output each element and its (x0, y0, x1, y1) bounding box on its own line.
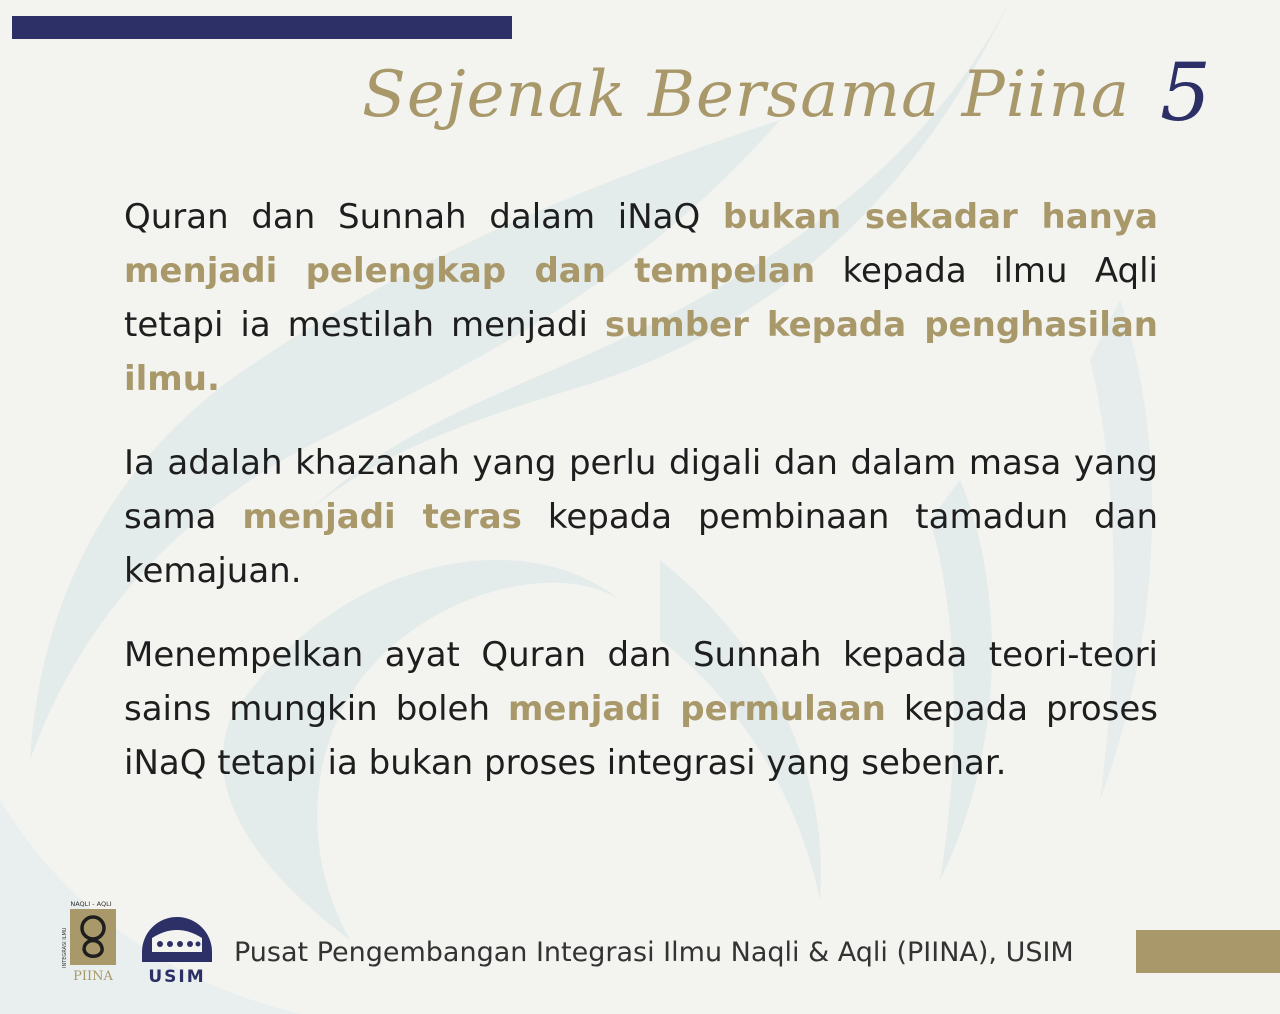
header-title: Sejenak Bersama Piina (362, 58, 1130, 132)
text-segment: kepada pembinaan tamadun dan kemajuan. (124, 497, 1158, 591)
footer-organization-text: Pusat Pengembangan Integrasi Ilmu Naqli & Aqli (PIINA), USIM (234, 937, 1074, 968)
highlight-segment: bukan sekadar hanya menjadi pelengkap dan tempelan (124, 197, 1158, 291)
text-segment: kepada ilmu Aqli tetapi ia mestilah menjadi (124, 251, 1158, 345)
svg-text:INTEGRASI ILMU: INTEGRASI ILMU (62, 927, 68, 968)
text-segment: Quran dan Sunnah dalam iNaQ (124, 197, 723, 237)
text-segment: Ia adalah khazanah yang perlu digali dan dalam masa yang sama (124, 443, 1158, 537)
footer-accent-bar (1136, 930, 1280, 973)
svg-text:PIINA: PIINA (73, 969, 113, 984)
usim-logo (138, 900, 216, 986)
text-segment: kepada proses iNaQ tetapi ia bukan proses integrasi yang sebenar. (124, 689, 1158, 783)
svg-text:USIM: USIM (148, 967, 206, 986)
paragraph-3 (124, 628, 1158, 790)
paragraph-2 (124, 436, 1158, 598)
highlight-segment: menjadi teras (242, 497, 522, 537)
main-content (124, 190, 1158, 820)
svg-text:NAQLI - AQLI: NAQLI - AQLI (70, 900, 112, 908)
highlight-segment: menjadi permulaan (508, 689, 886, 729)
header-number: 5 (1160, 46, 1211, 139)
piina-logo (60, 898, 122, 984)
paragraph-1 (124, 190, 1158, 406)
text-segment: Menempelkan ayat Quran dan Sunnah kepada teori-teori sains mungkin boleh (124, 635, 1158, 729)
top-accent-bar (12, 16, 512, 39)
highlight-segment: sumber kepada penghasilan ilmu. (124, 305, 1158, 399)
